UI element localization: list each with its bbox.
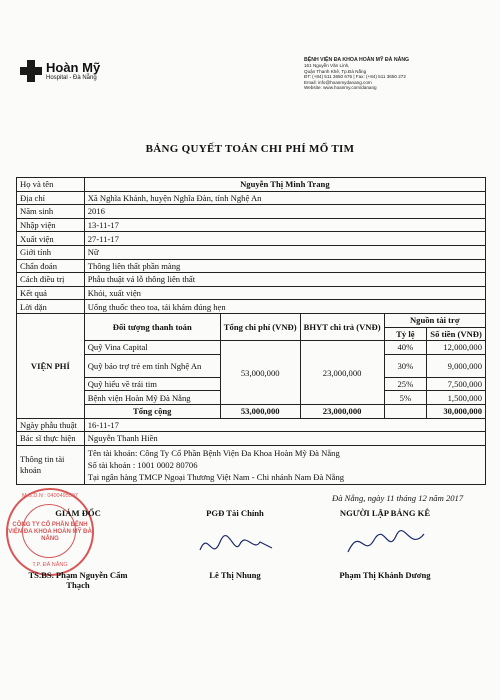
director-title: GIÁM ĐỐC (55, 508, 101, 518)
funding-source: Quỹ Vina Capital (84, 341, 220, 355)
funding-ratio: 25% (384, 377, 427, 391)
funding-source: Bệnh viện Hoàn Mỹ Đà Nẵng (84, 391, 220, 405)
col-total-header: Tổng chi phí (VNĐ) (220, 313, 300, 340)
gender-label: Giới tính (17, 245, 85, 259)
maker-block (310, 508, 460, 580)
treatment: Phẫu thuật vá lỗ thông liên thất (84, 273, 485, 287)
hospital-email: Email: info@hoanmydanang.com (304, 79, 372, 85)
director-block (18, 508, 138, 590)
maker-title: NGƯỜI LẬP BẢNG KÊ (339, 508, 431, 518)
hospital-logo (20, 60, 100, 82)
stamp-city: T.P. ĐÀ NẴNG (32, 562, 68, 568)
funding-amount: 7,500,000 (427, 377, 486, 391)
hospital-phone: ĐT: (+84) 511 3650 676 | Fax: (+84) 511 3650 272 (304, 74, 406, 80)
name-label: Họ và tên (17, 178, 85, 192)
advice: Uống thuốc theo toa, tái khám đúng hẹn (84, 300, 485, 314)
hospital-fee-label: VIỆN PHÍ (17, 313, 85, 418)
stamp-tax-code: M.S.D.N : 0400495597 (22, 493, 78, 499)
hospital-address-block (304, 58, 409, 90)
birth-label: Năm sinh (17, 205, 85, 219)
hospital-name: BỆNH VIỆN ĐA KHOA HOÀN MỸ ĐÀ NẴNG (304, 57, 410, 63)
admit-label: Nhập viện (17, 218, 85, 232)
hospital-address-line: Quận Thanh Khê, Tp.Đà Nẵng (304, 68, 367, 74)
maker-signature (340, 522, 430, 562)
account-number: Số tài khoản : 1001 0002 80706 (87, 459, 198, 470)
surgery-date: 16-11-17 (84, 418, 485, 432)
total-label: Tổng cộng (84, 404, 220, 418)
funding-ratio: 40% (384, 341, 427, 355)
finance-block (180, 508, 290, 580)
result: Khỏi, xuất viện (84, 286, 485, 300)
logo-subtitle: Hospital - Đà Nẵng (46, 75, 97, 81)
discharge-label: Xuất viện (17, 232, 85, 246)
col-ratio-header: Tỷ lệ (384, 327, 427, 341)
issue-date: Đà Nẵng, ngày 11 tháng 12 năm 2017 (332, 493, 464, 503)
diagnosis-label: Chẩn đoán (17, 259, 85, 273)
funding-source: Quỹ bảo trợ trẻ em tỉnh Nghệ An (84, 354, 220, 377)
patient-name: Nguyễn Thị Minh Trang (84, 178, 485, 192)
col-amount-header: Số tiền (VNĐ) (427, 327, 486, 341)
patient-gender: Nữ (84, 245, 485, 259)
finance-name: Lê Thị Nhung (209, 570, 261, 580)
funding-amount: 9,000,000 (427, 354, 486, 377)
funding-amount: 12,000,000 (427, 341, 486, 355)
col-funding-header: Nguồn tài trợ (384, 313, 485, 327)
total-funding-sum: 30,000,000 (427, 404, 486, 418)
total-cost: 53,000,000 (220, 341, 300, 405)
account-info (84, 445, 485, 484)
maker-name: Phạm Thị Khánh Dương (339, 570, 431, 580)
treatment-label: Cách điều trị (17, 273, 85, 287)
cross-icon (20, 60, 42, 82)
doctor-name: Nguyễn Thanh Hiền (84, 432, 485, 446)
diagnosis: Thông liên thất phần màng (84, 259, 485, 273)
hospital-website: Website: www.hoanmy.com/danang (304, 85, 377, 91)
account-name: Tên tài khoản: Công Ty Cổ Phần Bệnh Viện Đa Khoa Hoàn Mỹ Đà Nẵng (87, 447, 340, 458)
address-label: Địa chỉ (17, 191, 85, 205)
result-label: Kết quả (17, 286, 85, 300)
settlement-table (16, 177, 486, 485)
account-label: Thông tin tài khoản (17, 445, 85, 484)
hospital-address-line: 161 Nguyễn Văn Linh, (304, 63, 350, 69)
funding-amount: 1,500,000 (427, 391, 486, 405)
account-bank: Tại ngân hàng TMCP Ngoại Thương Việt Nam - Chi nhánh Nam Đà Nẵng (87, 471, 345, 482)
doctor-label: Bác sĩ thực hiện (17, 432, 85, 446)
discharge-date: 27-11-17 (84, 232, 485, 246)
surgery-date-label: Ngày phẫu thuật (17, 418, 85, 432)
advice-label: Lời dặn (17, 300, 85, 314)
total-bhyt-sum: 23,000,000 (300, 404, 384, 418)
director-name: TS.BS. Phạm Nguyễn Cẩm Thạch (28, 570, 128, 590)
col-object-header: Đối tượng thanh toán (84, 313, 220, 340)
funding-source: Quỹ hiểu về trái tim (84, 377, 220, 391)
finance-title: PGĐ Tài Chính (206, 508, 264, 518)
bhyt-paid: 23,000,000 (300, 341, 384, 405)
admit-date: 13-11-17 (84, 218, 485, 232)
funding-ratio: 5% (384, 391, 427, 405)
funding-ratio: 30% (384, 354, 427, 377)
finance-signature (190, 522, 280, 562)
logo-name: Hoàn Mỹ (46, 60, 101, 75)
total-cost-sum: 53,000,000 (220, 404, 300, 418)
patient-birth: 2016 (84, 205, 485, 219)
col-bhyt-header: BHYT chi trả (VNĐ) (300, 313, 384, 340)
patient-address: Xã Nghĩa Khánh, huyện Nghĩa Đàn, tỉnh Nghệ An (84, 191, 485, 205)
document-title: BẢNG QUYẾT TOÁN CHI PHÍ MỔ TIM (145, 143, 355, 155)
stamp-company-name: CÔNG TY CỔ PHẦN BỆNH VIỆN ĐA KHOA HOÀN MỸ ĐÀ NẴNG (8, 522, 92, 542)
